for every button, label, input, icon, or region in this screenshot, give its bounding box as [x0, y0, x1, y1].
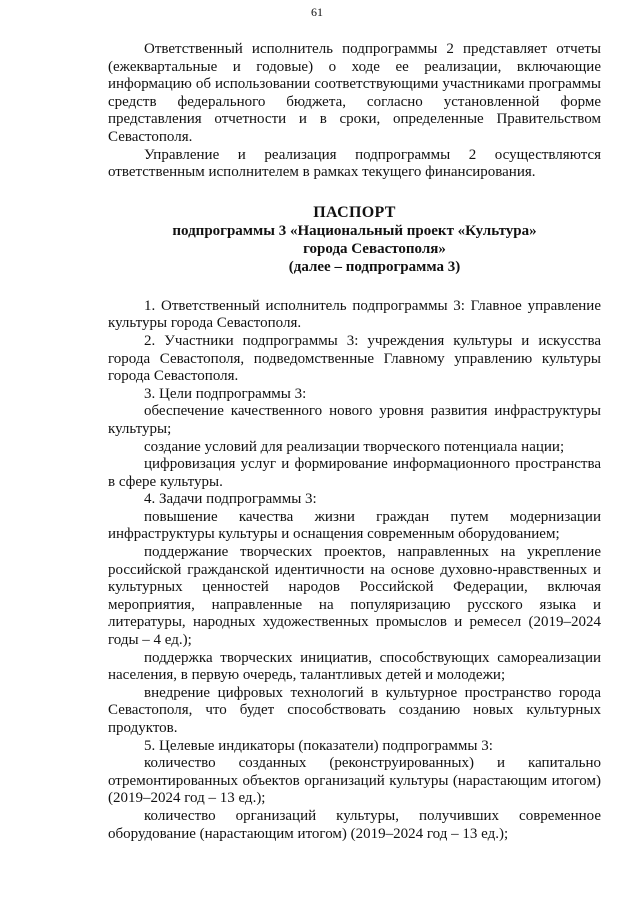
task-item: поддержка творческих инициатив, способствующих самореализации населения, в первую очередь, талантливых детей и молодежи;: [108, 649, 601, 684]
passport-heading: [108, 204, 601, 276]
intro-paragraph: Ответственный исполнитель подпрограммы 2 представляет отчеты (ежеквартальные и годовые) о ходе ее реализации, включающие информацию об использовании соответствующими участниками программы средств федерального бюджета, согласно установленной форме представления отчетности и в сроки, определенные Правительством Севастополя.: [108, 41, 601, 145]
passport-title: ПАСПОРТ: [313, 203, 396, 221]
section-heading-indicators: 5. Целевые индикаторы (показатели) подпрограммы 3:: [144, 737, 493, 754]
passport-subtitle-line: города Севастополя»: [303, 240, 446, 257]
task-item: поддержание творческих проектов, направленных на укрепление российской гражданской идентичности на основе духовно-нравственных и культурных ценностей народов Российской Федерации, включая мероприятия, направленные на популяризацию русского языка и литературы, народных художественных промыслов и ремесел (2019–2024 годы – 4 ед.);: [108, 544, 601, 649]
section-heading-goals: 3. Цели подпрограммы 3:: [144, 385, 307, 402]
task-item: внедрение цифровых технологий в культурное пространство города Севастополя, что будет способствовать созданию новых культурных продуктов.: [108, 684, 601, 736]
page-number: 61: [311, 5, 323, 19]
task-item: повышение качества жизни граждан путем модернизации инфраструктуры культуры и оснащения современным оборудованием;: [108, 508, 601, 543]
section-heading-tasks: 4. Задачи подпрограммы 3:: [144, 491, 317, 508]
section-item-executor: 1. Ответственный исполнитель подпрограммы 3: Главное управление культуры города Севастополя.: [108, 297, 601, 332]
intro-paragraph: Управление и реализация подпрограммы 2 осуществляются ответственным исполнителем в рамках текущего финансирования.: [108, 146, 601, 181]
document-body: [108, 41, 601, 843]
goal-item: создание условий для реализации творческого потенциала нации;: [144, 438, 565, 455]
indicator-item: количество созданных (реконструированных) и капитально отремонтированных объектов организаций культуры (нарастающим итогом) (2019–2024 год – 13 ед.);: [108, 755, 601, 807]
passport-subtitle-line: (далее – подпрограмма 3): [288, 258, 461, 275]
goal-item: цифровизация услуг и формирование информационного пространства в сфере культуры.: [108, 456, 601, 490]
section-item-participants: 2. Участники подпрограммы 3: учреждения культуры и искусства города Севастополя, подведомственные Главному управлению культуры города Севастополя.: [108, 332, 601, 385]
indicator-item: количество организаций культуры, получивших современное оборудование (нарастающим итогом) (2019–2024 год – 13 ед.);: [108, 807, 601, 842]
passport-subtitle-line: подпрограммы 3 «Национальный проект «Культура»: [172, 222, 537, 239]
goal-item: обеспечение качественного нового уровня развития инфраструктуры культуры;: [108, 403, 601, 437]
